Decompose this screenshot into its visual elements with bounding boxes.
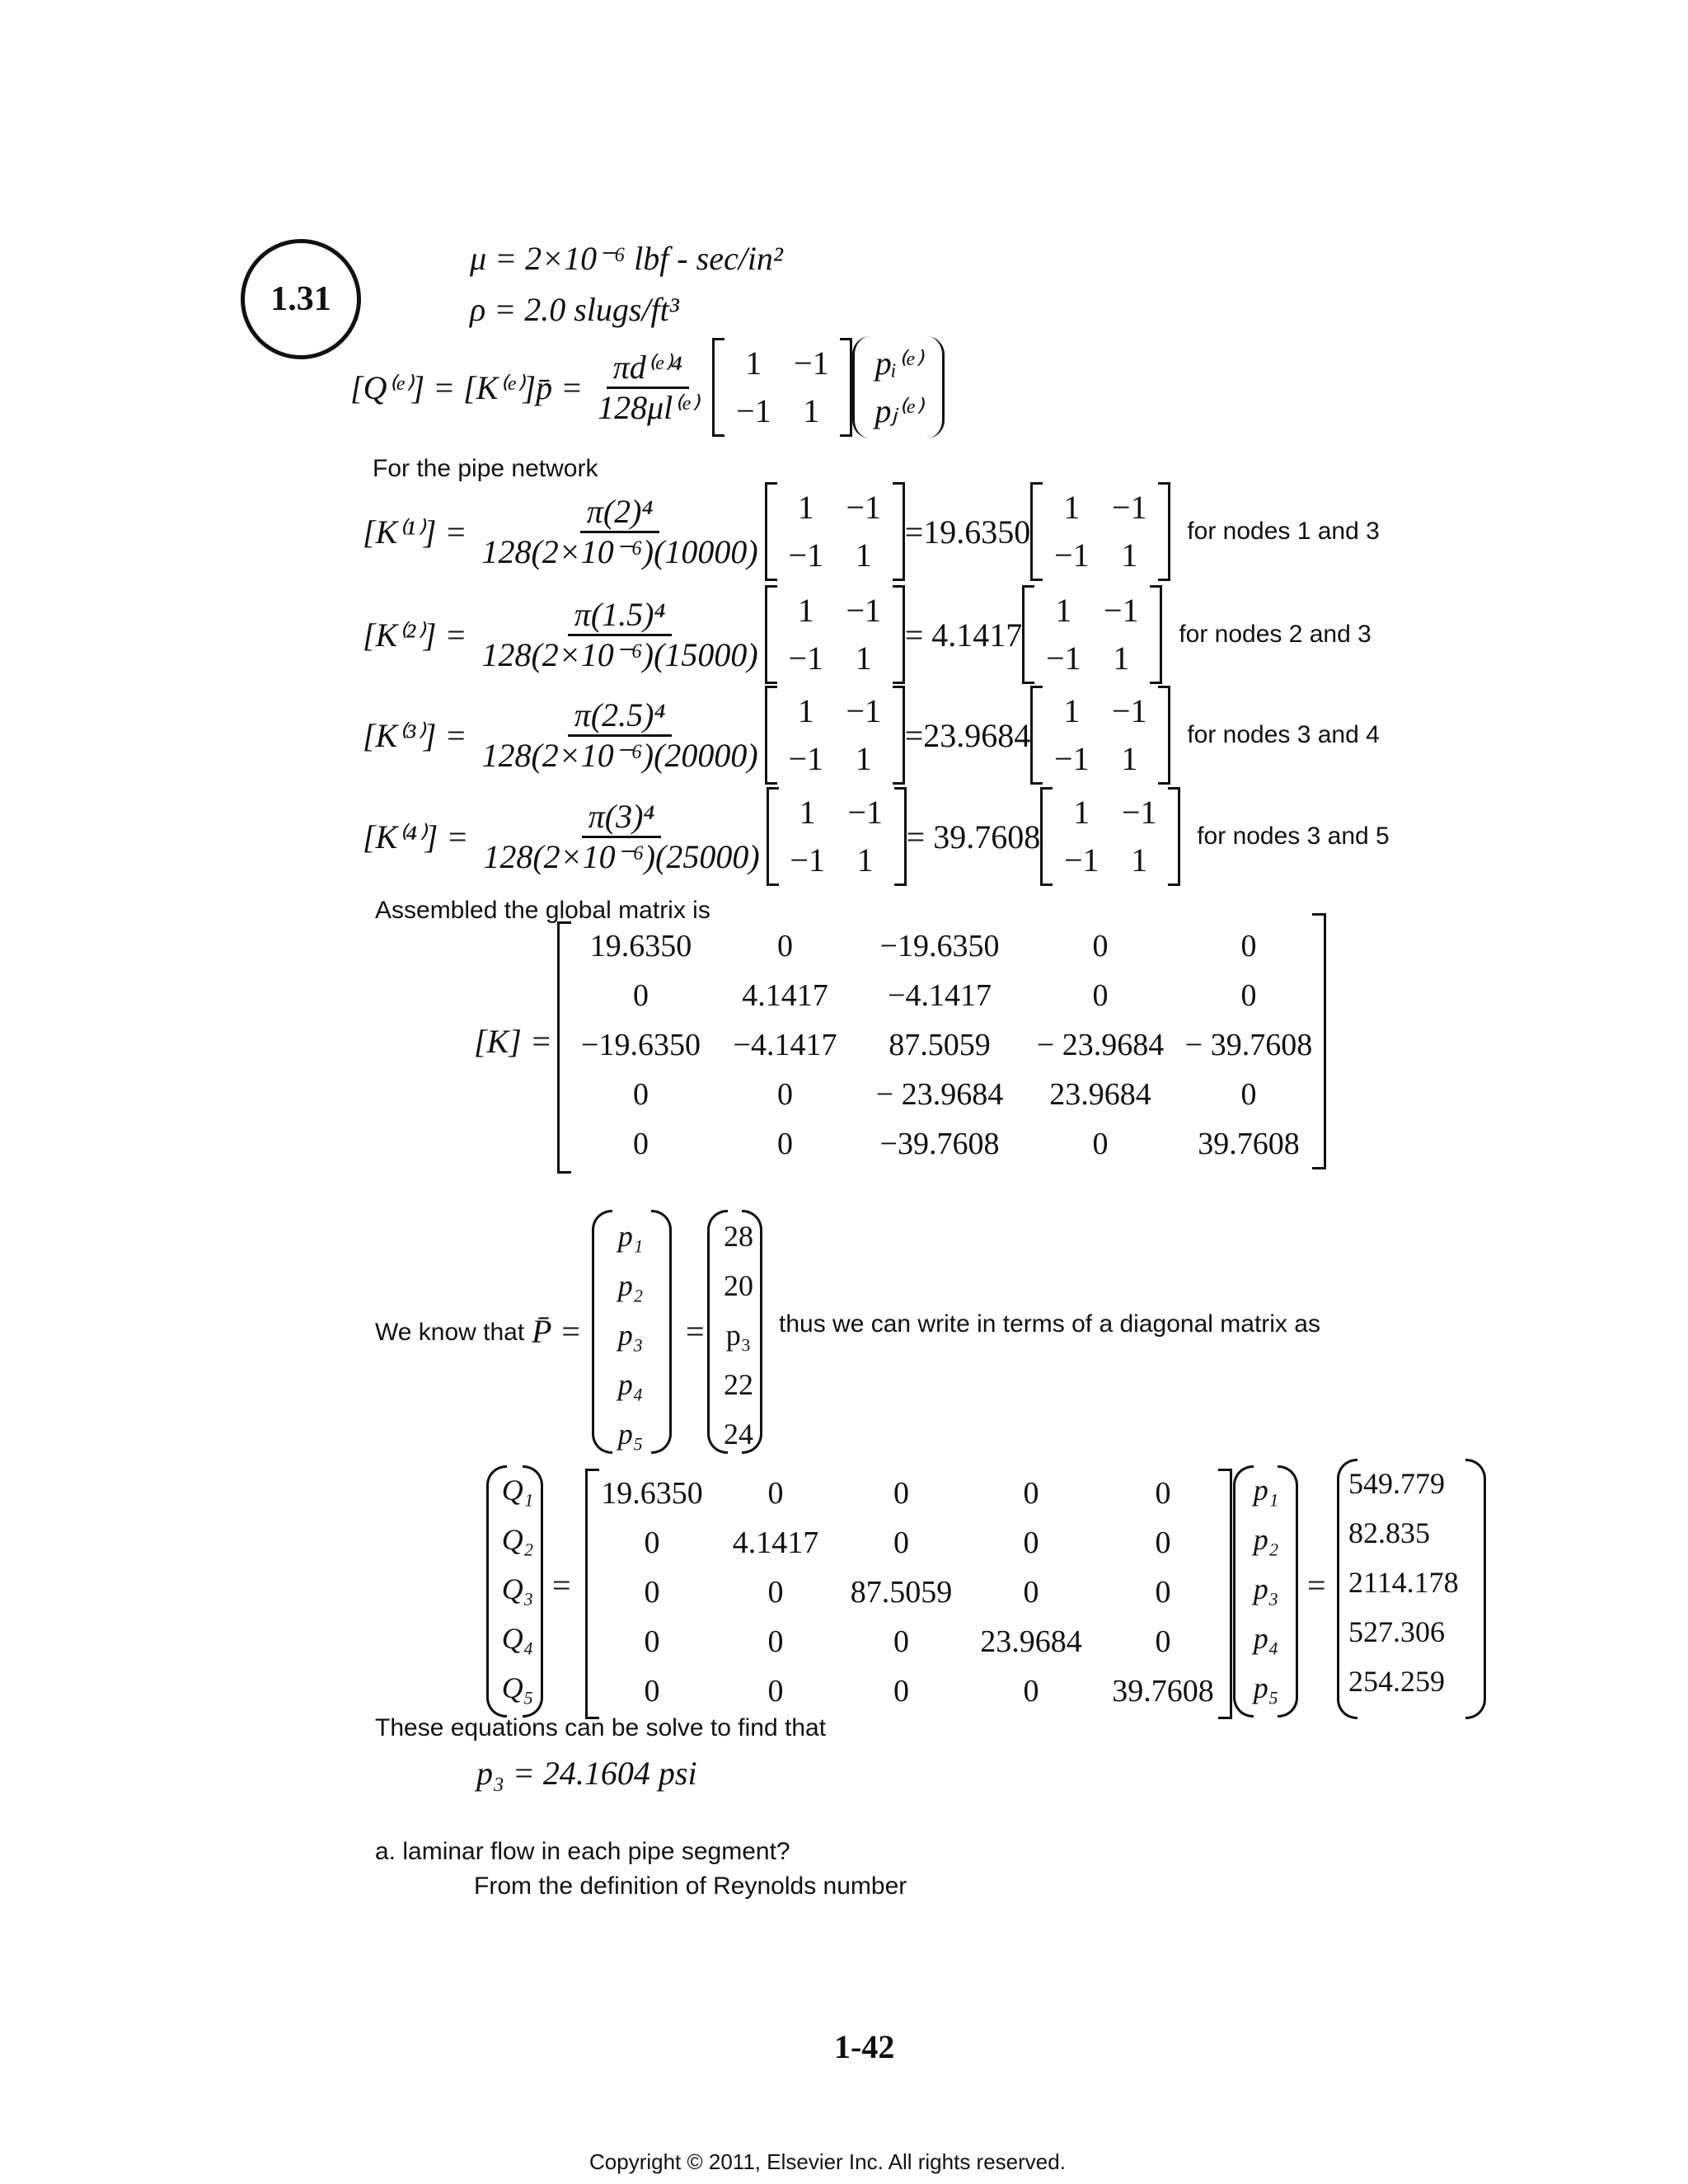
matrix-cell: 1 [745,344,762,382]
vector-cell: p₂ [1253,1523,1279,1556]
matrix-cell: 1 [797,692,814,729]
global-matrix-cell: 0 [1092,1127,1109,1161]
matrix-cell: −1 [1112,489,1147,526]
unit-matrix [765,686,905,785]
element-num: π(2.5)⁴ [568,696,673,737]
element-lhs: [K⁽²⁾] = [363,616,467,654]
matrix-cell: 1 [797,592,814,629]
element-matrix-row [363,686,1380,785]
text-diagonal: thus we can write in terms of a diagonal matrix as [779,1310,1320,1338]
element-lhs: [K⁽⁴⁾] = [363,818,469,855]
copyright-notice: Copyright © 2011, Elsevier Inc. All rights reserved. [589,2149,1066,2174]
element-eq-pressure-vector [852,336,944,438]
matrix-cell: −1 [1112,692,1147,729]
vector-cell: p₃ [725,1319,752,1352]
global-matrix-cell: 39.7608 [1198,1127,1300,1161]
matrix-cell: −1 [1063,841,1100,879]
vector-cell: p₅ [1253,1671,1279,1704]
matrix-cell: 1 [799,794,816,831]
element-node-note: for nodes 3 and 5 [1197,823,1390,850]
unit-matrix [1040,787,1180,886]
diagonal-matrix-cell: 0 [644,1526,660,1560]
element-den: 128(2×10⁻⁶)(10000) [481,532,758,570]
vector-cell: Q₅ [501,1671,534,1704]
matrix-cell: 1 [803,392,820,429]
element-eq-lhs: [Q⁽ᵉ⁾] = [K⁽ᵉ⁾]p̄ = [350,368,584,406]
global-matrix [569,921,1319,1169]
matrix-cell: 1 [1063,692,1081,729]
matrix-cell: 1 [1055,592,1072,629]
matrix-cell: −1 [846,592,882,629]
unit-matrix [767,787,907,886]
vector-cell: p₄ [617,1368,644,1401]
text-pipe-network: For the pipe network [373,455,598,482]
matrix-cell: 1 [855,537,872,574]
element-node-note: for nodes 2 and 3 [1179,621,1372,648]
vector-cell: 24 [724,1418,753,1451]
diagonal-matrix-cell: 0 [1023,1476,1039,1511]
diagonal-matrix-cell: 0 [1155,1575,1171,1610]
unit-matrix [765,482,905,581]
global-matrix-cell: 0 [633,978,649,1013]
vector-cell: Q₂ [501,1523,534,1556]
diagonal-matrix-cell: 0 [767,1575,784,1610]
unit-matrix [1030,482,1170,581]
global-matrix-cell: 0 [1240,1077,1257,1112]
vector-cell: Q₃ [501,1572,534,1605]
equals-sign: = [1307,1567,1326,1604]
equals-sign: = [552,1567,571,1604]
matrix-cell: −1 [846,692,882,729]
element-num: π(1.5)⁴ [568,596,673,636]
element-num: π(3)⁴ [582,798,662,838]
pressure-vector-2 [1243,1465,1289,1713]
diagonal-matrix-cell: 0 [1155,1476,1171,1511]
element-lhs: [K⁽³⁾] = [363,716,467,754]
matrix-cell: 1 [856,841,874,879]
matrix-cell: −1 [847,794,883,831]
diagonal-matrix-cell: 87.5059 [850,1575,953,1610]
matrix-cell: −1 [1046,640,1081,677]
vector-cell: 254.259 [1348,1665,1445,1698]
global-matrix-cell: − 23.9684 [1036,1028,1165,1062]
element-coefficient: = 39.7608 [906,818,1041,855]
element-num: π(2)⁴ [580,493,660,533]
element-eq-matrix [712,338,852,437]
matrix-cell: −1 [1121,794,1157,831]
part-a-question: a. laminar flow in each pipe segment? [375,1838,790,1865]
value-vector [714,1212,763,1459]
text-assembled: Assembled the global matrix is [375,897,710,924]
element-fraction [475,493,764,571]
vector-cell: p₅ [617,1418,644,1451]
diagonal-matrix-cell: 0 [644,1575,660,1610]
text-we-know: We know that [375,1319,525,1346]
element-den: 128(2×10⁻⁶)(25000) [483,837,760,875]
diagonal-matrix-cell: 4.1417 [732,1526,819,1560]
element-den: 128(2×10⁻⁶)(20000) [481,736,758,774]
vector-cell: pⱼ⁽ᵉ⁾ [874,392,922,429]
global-matrix-cell: −19.6350 [581,1028,701,1062]
equals-sign: = [686,1313,705,1350]
matrix-cell: −1 [1054,537,1090,574]
problem-number-badge [241,239,361,359]
diagonal-matrix-cell: 23.9684 [980,1624,1082,1659]
matrix-cell: 1 [1121,537,1138,574]
matrix-cell: 1 [855,740,872,777]
matrix-cell: −1 [1104,592,1139,629]
element-fraction [475,696,764,775]
global-matrix-cell: 0 [777,1077,793,1112]
vector-cell: 549.779 [1348,1467,1445,1500]
global-matrix-cell: 87.5059 [889,1028,991,1062]
vector-cell: 2114.178 [1348,1566,1459,1599]
matrix-cell: 1 [1063,489,1081,526]
global-matrix-lhs: [K] = [474,1023,552,1060]
matrix-cell: −1 [788,640,824,677]
pressure-lhs: P̄ = [532,1313,582,1350]
element-eq-fraction [591,349,704,427]
global-matrix-cell: 0 [777,929,793,963]
element-lhs: [K⁽¹⁾] = [363,513,467,551]
vector-cell: p₃ [617,1319,644,1352]
global-matrix-cell: − 23.9684 [875,1077,1004,1112]
element-matrix-row [363,482,1380,581]
element-node-note: for nodes 3 and 4 [1187,721,1380,748]
matrix-cell: −1 [846,489,882,526]
matrix-cell: −1 [736,392,771,429]
matrix-cell: −1 [788,740,824,777]
global-matrix-cell: 0 [1092,929,1109,963]
element-node-note: for nodes 1 and 3 [1187,518,1380,545]
vector-cell: p₁ [1253,1474,1279,1507]
unit-matrix [1030,686,1170,785]
element-equation [350,338,945,437]
matrix-cell: 1 [797,489,814,526]
global-matrix-cell: 23.9684 [1049,1077,1151,1112]
global-matrix-cell: 0 [1240,929,1257,963]
vector-cell: p₂ [617,1269,644,1302]
diagonal-matrix [590,1469,1229,1716]
vector-cell: pᵢ⁽ᵉ⁾ [874,344,922,382]
diagonal-matrix-cell: 0 [893,1624,909,1659]
diagonal-matrix-cell: 0 [644,1624,660,1659]
diagonal-matrix-cell: 0 [893,1526,909,1560]
element-fraction [475,596,764,674]
matrix-cell: 1 [1131,841,1148,879]
text-solve: These equations can be solve to find that [375,1714,827,1741]
vector-cell: 82.835 [1348,1516,1430,1549]
diagonal-matrix-cell: 0 [644,1674,660,1708]
unit-matrix [1022,585,1162,684]
diagonal-matrix-cell: 0 [767,1624,784,1659]
vector-cell: p₄ [1253,1622,1279,1655]
element-eq-den: 128μl⁽ᵉ⁾ [598,388,698,426]
global-matrix-cell: 0 [1092,978,1109,1013]
global-matrix-cell: 0 [633,1127,649,1161]
matrix-cell: −1 [788,537,824,574]
global-matrix-cell: 4.1417 [742,978,828,1013]
given-rho: ρ = 2.0 slugs/ft³ [470,291,679,328]
element-fraction [476,798,766,876]
diagonal-matrix-cell: 0 [893,1476,909,1511]
global-matrix-cell: 0 [1240,978,1257,1013]
diagonal-matrix-cell: 0 [767,1476,784,1511]
given-mu: μ = 2×10⁻⁶ lbf - sec/in² [470,240,783,277]
diagonal-matrix-cell: 0 [767,1674,784,1708]
diagonal-matrix-cell: 0 [1023,1526,1039,1560]
matrix-cell: −1 [794,344,829,382]
element-den: 128(2×10⁻⁶)(15000) [481,635,758,673]
global-matrix-cell: −4.1417 [888,978,992,1013]
vector-cell: 22 [724,1368,753,1401]
vector-cell: Q₄ [501,1622,534,1655]
diagonal-matrix-cell: 0 [1023,1674,1039,1708]
global-matrix-cell: 0 [777,1127,793,1161]
diagonal-matrix-cell: 0 [1155,1624,1171,1659]
pressure-vector [606,1212,655,1459]
matrix-cell: 1 [1113,640,1130,677]
global-matrix-cell: 0 [633,1077,649,1112]
flow-vector [495,1465,541,1713]
vector-cell: 28 [724,1220,753,1253]
page-number: 1-42 [834,2028,895,2065]
global-matrix-cell: − 39.7608 [1184,1028,1313,1062]
global-matrix-cell: 19.6350 [589,929,692,963]
diagonal-matrix-cell: 0 [893,1674,909,1708]
element-coefficient: = 4.1417 [904,616,1023,654]
vector-cell: 20 [724,1269,753,1302]
global-matrix-cell: −39.7608 [879,1127,1000,1161]
element-coefficient: =19.6350 [904,513,1031,551]
result-p3: p₃ = 24.1604 psi [476,1755,697,1792]
diagonal-matrix-cell: 19.6350 [601,1476,703,1511]
element-matrix-row [363,787,1390,886]
diagonal-matrix-cell: 0 [1155,1526,1171,1560]
matrix-cell: 1 [855,640,872,677]
matrix-cell: 1 [1073,794,1090,831]
global-matrix-cell: −19.6350 [879,929,1000,963]
element-eq-num: πd⁽ᵉ⁾⁴ [607,349,689,389]
diagonal-matrix-cell: 39.7608 [1112,1674,1214,1708]
vector-cell: p₁ [617,1220,644,1253]
rhs-vector [1345,1459,1477,1706]
unit-matrix [765,585,905,684]
vector-cell: Q₁ [501,1474,534,1507]
element-coefficient: =23.9684 [904,716,1031,754]
matrix-cell: −1 [1054,740,1090,777]
matrix-cell: 1 [1121,740,1138,777]
vector-cell: p₃ [1253,1572,1279,1605]
matrix-cell: −1 [790,841,825,879]
diagonal-matrix-cell: 0 [1023,1575,1039,1610]
part-a-subtext: From the definition of Reynolds number [474,1872,907,1900]
vector-cell: 527.306 [1348,1615,1445,1648]
global-matrix-cell: −4.1417 [733,1028,837,1062]
element-matrix-row [363,585,1372,684]
problem-number: 1.31 [270,280,331,318]
